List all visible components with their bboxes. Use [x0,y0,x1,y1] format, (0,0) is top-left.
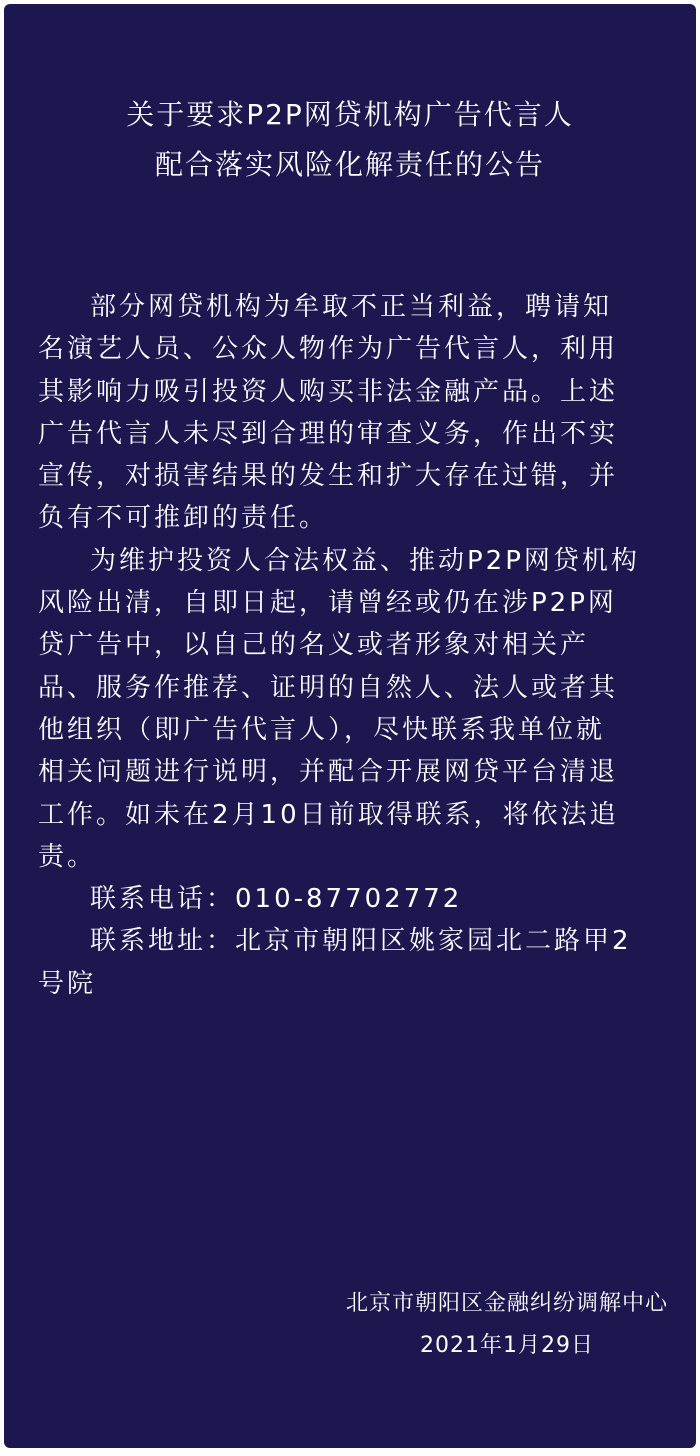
paragraph-line: 宣传，对损害结果的发生和扩大存在过错，并 [38,461,619,492]
paragraph-line: 部分网贷机构为牟取不正当利益，聘请知 [90,292,613,322]
announcement-footer [346,1283,668,1367]
paragraph-1 [38,286,672,540]
paragraph-line: 为维护投资人合法权益、推动P2P网贷机构 [90,545,640,576]
announcement-poster [4,4,696,1448]
contact-phone: 联系电话：010-87702772 [90,884,463,915]
announcement-title [4,90,696,190]
address-line: 联系地址：北京市朝阳区姚家园北二路甲2 [90,926,632,957]
title-line: 配合落实风险化解责任的公告 [154,148,545,181]
contact-address-continued [38,963,672,1005]
paragraph-line: 其影响力吸引投资人购买非法金融产品。上述 [38,376,619,407]
contact-address [38,920,672,962]
paragraph-line: 品、服务作推荐、证明的自然人、法人或者其 [38,672,619,703]
paragraph-line: 他组织（即广告代言人），尽快联系我单位就 [38,714,606,745]
paragraph-line: 贷广告中，以自己的名义或者形象对相关产 [38,630,590,661]
paragraph-line: 工作。如未在2月10日前取得联系，将依法追 [38,799,619,830]
paragraph-line: 负有不可推卸的责任。 [38,503,329,534]
paragraph-line: 相关问题进行说明，并配合开展网贷平台清退 [38,757,619,788]
paragraph-line: 名演艺人员、公众人物作为广告代言人，利用 [38,334,619,365]
paragraph-line: 责。 [38,841,97,872]
paragraph-line: 广告代言人未尽到合理的审查义务，作出不实 [38,418,619,449]
paragraph-2 [38,540,672,878]
issuer-name: 北京市朝阳区金融纠纷调解中心 [345,1291,668,1316]
title-line: 关于要求P2P网贷机构广告代言人 [126,98,574,131]
paragraph-line: 风险出清，自即日起，请曾经或仍在涉P2P网 [38,588,617,619]
address-line: 号院 [38,968,97,999]
announcement-body [38,286,672,1005]
issue-date: 2021年1月29日 [420,1333,594,1358]
